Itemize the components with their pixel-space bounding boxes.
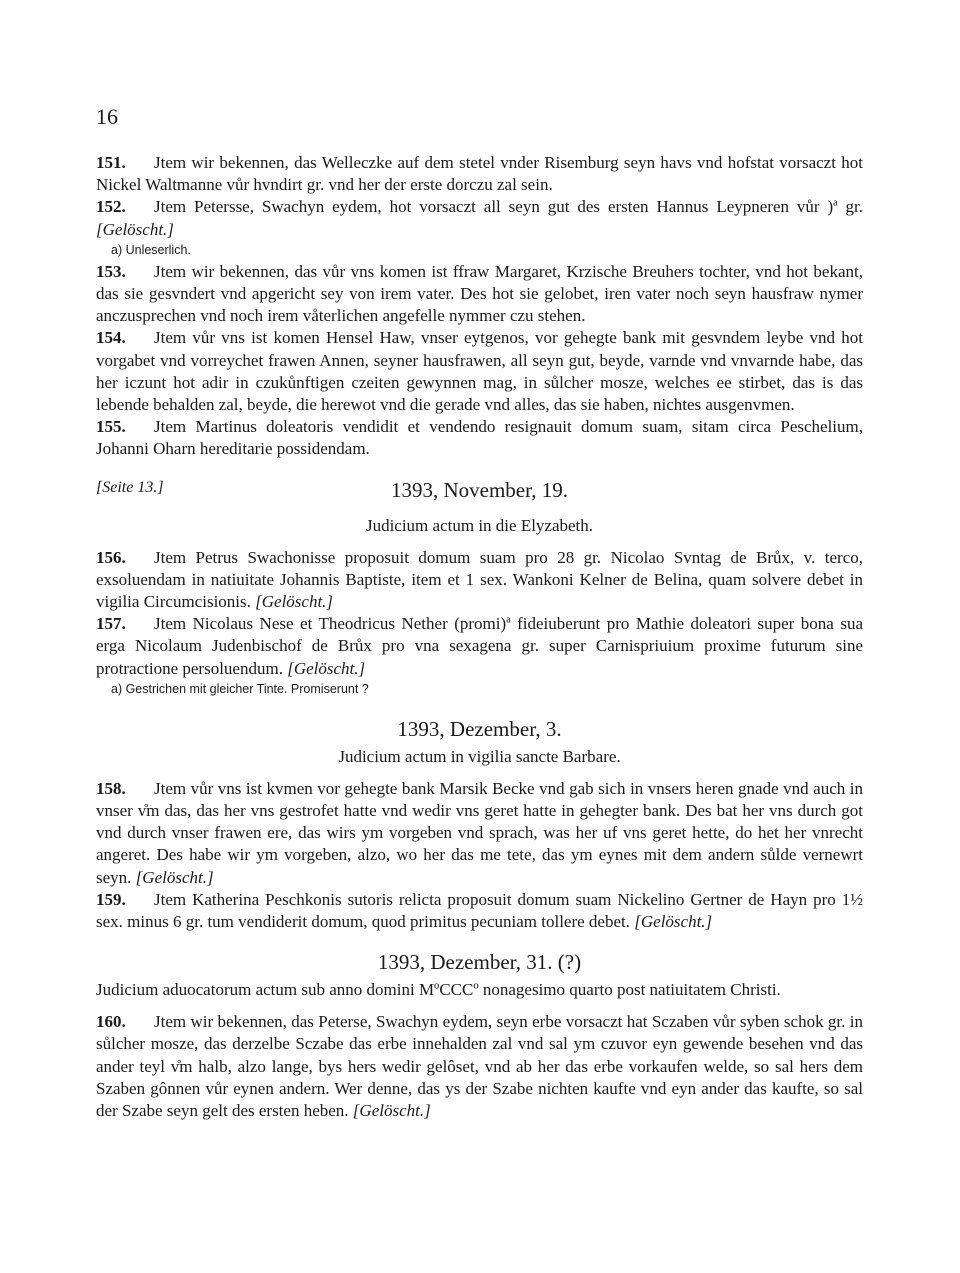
section-subheading: Judicium aduocatorum actum sub anno domini MºCCCº nonagesimo quarto post natiuitatem Christi. [96,980,781,1000]
entry-number: 155. [96,417,126,437]
entry-text: Jtem Martinus doleatoris vendidit et vendendo resignauit domum suam, sitam circa Peschelium, Johanni Oharn hereditarie possidendam. [96,417,863,459]
deleted-mark: [Gelöscht.] [135,867,214,887]
entry-text: Jtem Petersse, Swachyn eydem, hot vorsaczt all seyn gut des ersten Hannus Leypneren vůr ) [154,197,834,217]
section-date-heading: 1393, November, 19. [390,477,569,502]
entry-156 [96,547,863,614]
deleted-mark: [Gelöscht.] [634,912,713,932]
document-page [96,104,863,1122]
entry-151 [96,152,863,196]
entry-text: Jtem Petrus Swachonisse proposuit domum suam pro 28 gr. Nicolao Svntag de Brůx, v. terco, exsoluendam in natiuitate Johannis Baptiste, item et 1 sex. Wankoni Kelner de Belina, quam solvere debet in vigilia Circumcisionis. [96,547,863,612]
entry-number: 160. [96,1012,126,1032]
section-date-heading: 1393, Dezember, 31. (?) [377,950,582,975]
entry-number: 157. [96,614,126,634]
entry-text: Jtem vůr vns ist komen Hensel Haw, vnser eytgenos, vor gehegte bank mit gesvndem leybe vnd hot vorgabet vnd vorreychet frawen Annen, seyner hausfrawen, all seyn gut, beyde, varnde vnd vnvarnde habe, das her iczunt hot adir in czukůnftigen czeiten gewynnen mag, in sůlcher mosze, welches ee stirbet, das is das lebende behalden zal, beyde, die herewot vnd die gerade vnd alles, das sie haben, nichtes ausgenvmen. [96,328,863,415]
entry-159 [96,889,863,933]
entry-text: Jtem Katherina Peschkonis sutoris relicta proposuit domum suam Nickelino Gertner de Hayn pro 1½ sex. minus 6 gr. tum vendiderit domum, quod primitus pecuniam tollere debet. [96,889,863,932]
entry-text: Jtem wir bekennen, das Welleczke auf dem stetel vnder Risemburg seyn havs vnd hofstat vorsaczt hot Nickel Waltmanne vůr hvndirt gr. vnd her der erste dorczu zal sein. [96,153,863,195]
deleted-mark: [Gelöscht.] [352,1101,431,1121]
page-reference: [Seite 13.] [96,478,164,496]
entry-number: 159. [96,889,126,909]
footnote: a) Unleserlich. [111,242,191,257]
entry-160 [96,1011,863,1122]
page-number: 16 [96,104,118,129]
entry-154 [96,327,863,416]
footnote: a) Gestrichen mit gleicher Tinte. Promiserunt ? [111,681,369,696]
footnote-marker: a [506,614,511,626]
section-header-row [96,477,863,503]
entry-number: 151. [96,153,126,172]
entry-number: 153. [96,261,126,281]
entry-text-tail: gr. [837,197,863,217]
entry-text-tail: fideiuberunt pro Mathie doleatori super bona sua erga Nicolaum Judenbischof de Brůx pro vna sexagena gr. super Carnispriuium proxime futurum sine protractione persoluendum. [96,614,863,678]
entry-text: Jtem Nicolaus Nese et Theodricus Nether (promi) [154,614,507,634]
deleted-mark: [Gelöscht.] [287,658,366,678]
entry-number: 156. [96,547,126,567]
entry-153 [96,261,863,328]
entry-152 [96,196,863,240]
entry-158 [96,778,863,889]
deleted-mark: [Gelöscht.] [255,592,334,612]
entry-number: 158. [96,778,126,798]
section-date-heading: 1393, Dezember, 3. [397,716,562,741]
footnote-marker: a [833,197,838,209]
section-subheading: Judicium actum in vigilia sancte Barbare. [338,746,621,766]
entry-157 [96,613,863,680]
deleted-mark: [Gelöscht.] [96,219,174,239]
entry-text: Jtem wir bekennen, das Peterse, Swachyn eydem, seyn erbe vorsaczt hat Sczaben vůr syben schok gr. in sůlcher mosze, das derzelbe Sczabe das erbe innehalden zal vnd sal ym czuvor eyn gewende besehen vnd das ander teyl v̊m halb, alzo lange, bys hers wedir gelôset, vnd ab her das erbe vorkaufen welde, so sal hers dem Szaben gônnen vůr eynen andern. Wer denne, das ys der Szabe nichten kaufte vnd eyn ander das kaufte, so sal der Szabe seyn gelt des ersten heben. [96,1012,863,1121]
entry-155 [96,416,863,460]
entry-text: Jtem vůr vns ist kvmen vor gehegte bank Marsik Becke vnd gab sich in vnsers heren gnade vnd auch in vnser v̊m das, das her vns gestrofet hatte vnd wedir vns geret hatte in gehegter bank. Des bat her vns durch got vnd durch vnser frawen ere, das wirs ym vorgeben vnd sprach, was her uf vns geret hette, do het her vnrecht angeret. Des habe wir ym vorgeben, alzo, wo her das me tete, das ym eynes mit dem andern sůlde vernewrt seyn. [96,778,863,887]
entry-number: 152. [96,197,126,217]
section-subheading: Judicium actum in die Elyzabeth. [365,515,594,535]
entry-text: Jtem wir bekennen, das vůr vns komen ist ffraw Margaret, Krzische Breuhers tochter, vnd hot bekant, das sie gesvndert vnd apgericht sey von irem vater. Des hot sie gelobet, iren vater noch seyn hausfraw nymer anczusprechen vnd noch irem våterlichen angefelle nymmer czu stehen. [96,261,863,326]
entry-number: 154. [96,328,126,348]
